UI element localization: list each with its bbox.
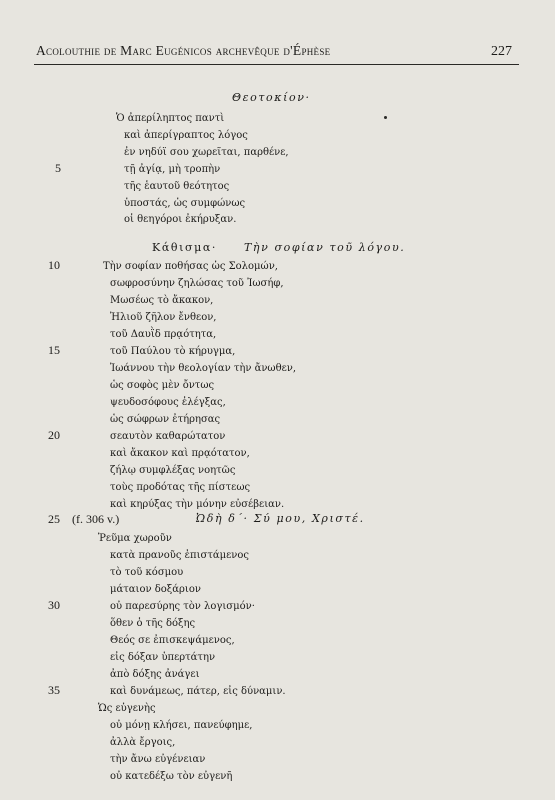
verse-line: ψευδοσόφους ἐλέγξας,: [110, 397, 226, 408]
verse-line: μάταιον δοξάριον: [110, 584, 201, 595]
verse-line: Μωσέως τὸ ἄκακον,: [110, 295, 214, 306]
verse-line: οὐ παρεσύρης τὸν λογισμόν·: [110, 601, 255, 612]
verse-line: ὡς σώφρων ἐτήρησας: [110, 414, 221, 425]
verse-line: εἰς δόξαν ὑπερτάτην: [110, 652, 216, 663]
theotokion-heading: Θεοτοκίον·: [232, 91, 311, 104]
line-number: 35: [48, 683, 60, 697]
verse-line: Ἰωάννου τὴν θεολογίαν τὴν ἄνωθεν,: [110, 363, 297, 374]
verse-line: οὐ κατεδέξω τὸν εὐγενῆ: [110, 771, 233, 782]
verse-line: Ὡς εὐγενὴς: [98, 703, 156, 714]
verse-line: Τὴν σοφίαν ποθήσας ὡς Σολομών,: [103, 261, 278, 272]
verse-line: ἀλλὰ ἔργοις,: [110, 737, 176, 748]
verse-line: καὶ ἄκακον καὶ πρᾳότατον,: [110, 448, 250, 459]
line-number: 15: [48, 343, 60, 357]
verse-line: κατὰ πρανοῦς ἐπιστάμενος: [110, 550, 249, 561]
verse-line: Ῥεῦμα χωροῦν: [98, 533, 172, 544]
verse-line: τῇ ἀγίᾳ, μὴ τροπὴν: [124, 164, 221, 175]
verse-line: Θεός σε ἐπισκεψάμενος,: [110, 635, 235, 646]
verse-line: ὅθεν ὁ τῆς δόξης: [110, 618, 196, 629]
verse-line: ἀπὸ δόξης ἀνάγει: [110, 669, 200, 680]
verse-line: ὡς σοφὸς μὲν ὄντως: [110, 380, 215, 391]
ink-mark: [384, 116, 387, 119]
kathisma-label: Κάθισμα·: [152, 241, 217, 254]
line-number: 30: [48, 598, 60, 612]
verse-line: ἐν νηδύϊ σου χωρεῖται, παρθένε,: [124, 147, 289, 158]
verse-line: τῆς ἑαυτοῦ θεότητος: [124, 181, 230, 192]
kathisma-incipit: Τὴν σοφίαν τοῦ λόγου.: [244, 241, 406, 254]
verse-line: ὑποστάς, ὡς συμφώνως: [124, 198, 246, 209]
verse-line: τοὺς προδότας τῆς πίστεως: [110, 482, 251, 493]
line-number: 10: [48, 258, 60, 272]
running-head: Acolouthie de Marc Eugénicos archevêque d'Éphèse: [36, 43, 331, 58]
verse-line: τοῦ Δαυῒδ πρᾳότητα,: [110, 329, 217, 340]
line-number: 5: [55, 161, 61, 175]
verse-line: Ἠλιοῦ ζῆλον ἔνθεον,: [110, 312, 217, 323]
verse-line: οἱ θεηγόροι ἐκήρυξαν.: [124, 214, 237, 225]
line-number: 20: [48, 428, 60, 442]
verse-line: σωφροσύνην ζηλώσας τοῦ Ἰωσήφ,: [110, 278, 284, 289]
verse-line: τὸ τοῦ κόσμου: [110, 567, 184, 578]
ode-heading: Ὠδὴ δ΄· Σύ μου, Χριστέ.: [196, 512, 365, 525]
page-number: 227: [491, 44, 512, 59]
verse-line: καὶ ἀπερίγραπτος λόγος: [124, 130, 248, 141]
verse-line: τὴν ἄνω εὐγένειαν: [110, 754, 206, 765]
folio-reference: (f. 306 v.): [72, 512, 120, 526]
header-rule: [34, 64, 519, 65]
verse-line: τοῦ Παύλου τὸ κήρυγμα,: [110, 346, 236, 357]
verse-line: οὐ μόνῃ κλήσει, πανεύφημε,: [110, 720, 253, 731]
verse-line: σεαυτὸν καθαρώτατον: [110, 431, 226, 442]
verse-line: καὶ κηρύξας τὴν μόνην εὐσέβειαν.: [110, 499, 285, 510]
verse-line: Ὁ ἀπερίληπτος παντὶ: [116, 113, 225, 124]
verse-line: καὶ δυνάμεως, πάτερ, εἰς δύναμιν.: [110, 686, 286, 697]
verse-line: ζήλῳ συμφλέξας νοητῶς: [110, 465, 236, 476]
line-number: 25: [48, 512, 60, 526]
